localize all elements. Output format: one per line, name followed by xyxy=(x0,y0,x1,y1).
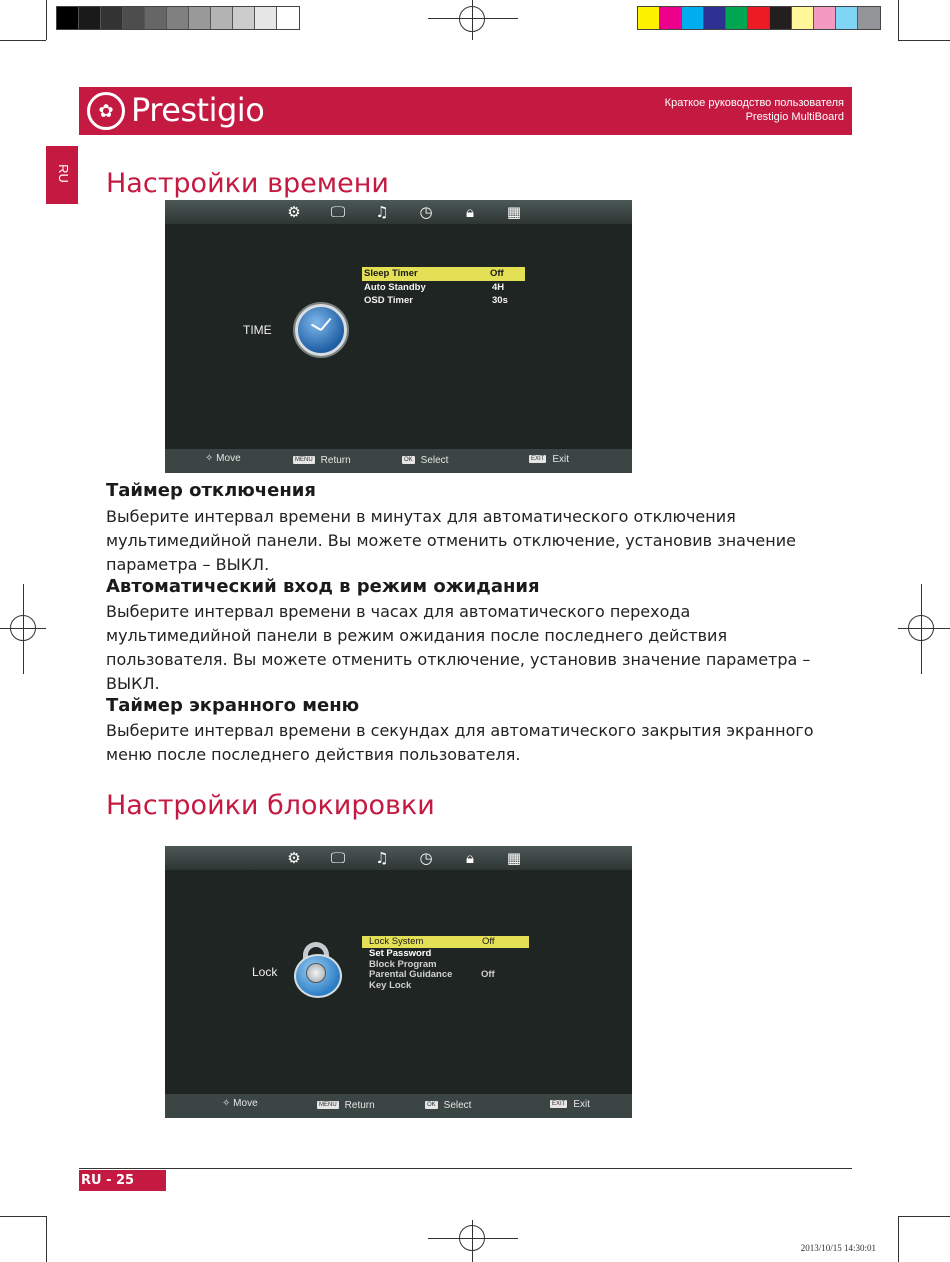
print-timestamp: 2013/10/15 14:30:01 xyxy=(800,1243,876,1253)
paragraph-sleep-timer: Выберите интервал времени в минутах для автоматического отключения мультимедийной панели. Вы можете отменить отключение, установив значение параметра – ВЫКЛ. xyxy=(106,507,796,574)
color-swatch xyxy=(57,7,79,29)
crop-mark xyxy=(0,40,46,41)
color-swatch xyxy=(101,7,123,29)
menu-item-auto-standby[interactable]: Auto Standby 4H xyxy=(364,282,505,293)
menu-item-key-lock[interactable]: Key Lock xyxy=(369,980,412,991)
monitor-icon: 🖵 xyxy=(330,849,346,867)
paragraph-osd-timer: Выберите интервал времени в секундах для автоматического закрытия экранного меню после последнего действия пользователя. xyxy=(106,721,814,764)
page-number: RU - 25 xyxy=(79,1170,166,1191)
color-swatch xyxy=(211,7,233,29)
registration-mark xyxy=(459,6,485,32)
color-swatch xyxy=(660,7,682,29)
color-swatch xyxy=(858,7,880,29)
hint-select: OK Select xyxy=(427,1100,472,1111)
menu-item-lock-system[interactable]: Lock System Off xyxy=(362,936,529,948)
hint-return: MENU Return xyxy=(295,455,351,466)
color-swatch xyxy=(792,7,814,29)
hint-move: ✧ Move xyxy=(222,1098,258,1109)
clock-icon: ◷ xyxy=(419,849,433,867)
color-swatch xyxy=(836,7,858,29)
color-swatch xyxy=(233,7,255,29)
osd-hint-bar xyxy=(165,449,632,473)
color-swatch xyxy=(79,7,101,29)
header-subtitle-line2: Prestigio MultiBoard xyxy=(745,111,844,123)
lock-icon: 🔒︎ xyxy=(466,203,474,221)
language-tab xyxy=(46,146,78,204)
subsection-title-auto-standby: Автоматический вход в режим ожидания xyxy=(106,576,540,597)
prestigio-logo-icon: ✿ xyxy=(87,92,125,130)
crop-mark xyxy=(898,1216,950,1217)
color-swatch xyxy=(167,7,189,29)
menu-item-parental-guidance[interactable]: Parental Guidance Off xyxy=(369,969,495,980)
gear-icon: ⚙ xyxy=(287,203,301,221)
color-swatch xyxy=(726,7,748,29)
gear-icon: ⚙ xyxy=(287,849,301,867)
subsection-title-sleep-timer: Таймер отключения xyxy=(106,480,316,501)
osd-category-label: Lock xyxy=(252,965,278,979)
page-header xyxy=(79,87,852,135)
color-swatch xyxy=(704,7,726,29)
menu-item-osd-timer[interactable]: OSD Timer 30s xyxy=(364,295,508,306)
language-tab-label: RU xyxy=(55,164,71,183)
osd-tab-bar xyxy=(165,846,632,870)
section-title-lock: Настройки блокировки xyxy=(106,790,435,821)
move-arrows-icon: ✧ xyxy=(222,1098,231,1109)
hint-select: OK Select xyxy=(404,455,449,466)
color-swatch xyxy=(123,7,145,29)
color-swatch xyxy=(638,7,660,29)
time-settings-screenshot xyxy=(165,200,632,473)
registration-mark xyxy=(10,615,36,641)
color-swatch xyxy=(277,7,299,29)
crop-mark xyxy=(898,40,950,41)
hint-return: MENU Return xyxy=(319,1100,375,1111)
color-swatch xyxy=(748,7,770,29)
color-swatch xyxy=(682,7,704,29)
crop-mark xyxy=(46,1216,47,1262)
subsection-title-osd-timer: Таймер экранного меню xyxy=(106,695,360,716)
footer-rule xyxy=(79,1168,852,1169)
registration-mark xyxy=(908,615,934,641)
color-swatch xyxy=(189,7,211,29)
music-note-icon: ♫ xyxy=(375,849,389,867)
clock-icon xyxy=(295,304,347,356)
menu-item-sleep-timer[interactable]: Sleep Timer Off xyxy=(362,267,525,281)
process-color-bar xyxy=(637,6,881,30)
move-arrows-icon: ✧ xyxy=(205,453,214,464)
crop-mark xyxy=(46,0,47,40)
hint-move: ✧ Move xyxy=(205,453,241,464)
crop-mark xyxy=(898,0,899,40)
music-note-icon: ♫ xyxy=(375,203,389,221)
osd-hint-bar xyxy=(165,1094,632,1118)
grid-icon: ▦ xyxy=(506,849,522,867)
gray-color-bar xyxy=(56,6,300,30)
color-swatch xyxy=(770,7,792,29)
color-swatch xyxy=(145,7,167,29)
header-subtitle xyxy=(665,96,844,124)
crop-mark xyxy=(0,1216,46,1217)
hint-exit: EXIT Exit xyxy=(552,1099,591,1110)
lock-settings-screenshot xyxy=(165,846,632,1118)
osd-category-label: TIME xyxy=(243,323,272,337)
color-swatch xyxy=(814,7,836,29)
lock-icon: 🔒︎ xyxy=(466,849,474,867)
color-swatch xyxy=(255,7,277,29)
paragraph-auto-standby: Выберите интервал времени в часах для автоматического перехода мультимедийной панели в режим ожидания после последнего действия пользователя. Вы можете отменить отключение, установив значение параметра – ВЫКЛ. xyxy=(106,602,811,693)
menu-item-block-program[interactable]: Block Program xyxy=(369,959,437,970)
hint-exit: EXIT Exit xyxy=(531,454,570,465)
crop-mark xyxy=(898,1216,899,1262)
registration-mark xyxy=(459,1225,485,1251)
monitor-icon: 🖵 xyxy=(330,203,346,221)
menu-item-set-password[interactable]: Set Password xyxy=(369,948,432,959)
header-subtitle-line1: Краткое руководство пользователя xyxy=(664,97,844,109)
osd-tab-bar xyxy=(165,200,632,224)
section-title-time: Настройки времени xyxy=(106,168,389,199)
brand-logo-text: Prestigio xyxy=(131,91,265,129)
grid-icon: ▦ xyxy=(506,203,522,221)
clock-icon: ◷ xyxy=(419,203,433,221)
